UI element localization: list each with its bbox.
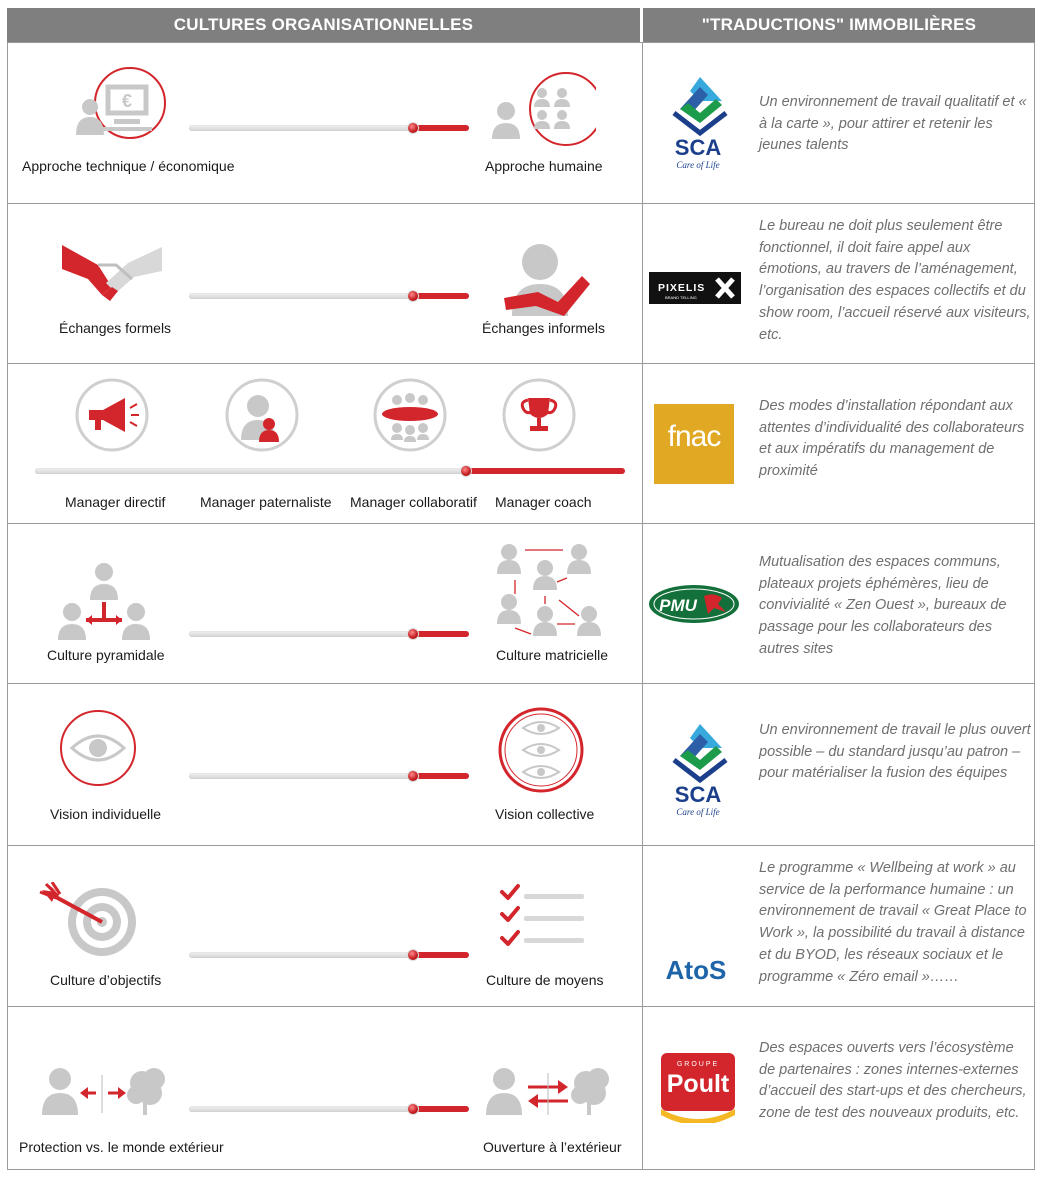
person-tree-exchange-icon	[482, 1065, 618, 1121]
manager-label: Manager directif	[65, 494, 166, 510]
culture-slider[interactable]	[189, 771, 469, 781]
row-description: Le bureau ne doit plus seulement être fonctionnel, il doit faire appel aux émotions, au travers de l’aménagement, l’organisation des espaces collectifs et du show room, l’accueil réservé aux visiteurs, etc.	[759, 218, 1031, 343]
table-row	[8, 683, 1034, 845]
manager-label: Manager paternaliste	[200, 494, 332, 510]
sca-logo	[660, 720, 740, 820]
left-label: Culture pyramidale	[47, 647, 165, 663]
table-row	[8, 43, 1034, 203]
left-label: Culture d’objectifs	[50, 972, 162, 988]
svg-text:Care of Life: Care of Life	[676, 807, 720, 817]
svg-text:GROUPE: GROUPE	[676, 1061, 720, 1068]
hierarchy-icon	[56, 560, 152, 644]
row-description: Des modes d’installation répondant aux attentes d’individualité des collaborateurs et aux impératifs du management de proximité	[759, 398, 1025, 480]
culture-slider[interactable]	[189, 629, 469, 639]
culture-slider[interactable]	[189, 950, 469, 960]
left-label: Protection vs. le monde extérieur	[19, 1139, 224, 1155]
svg-text:Care of Life: Care of Life	[676, 160, 720, 170]
hug-icon	[498, 240, 598, 320]
svg-text:€: €	[121, 91, 133, 111]
trophy-icon	[502, 378, 576, 452]
left-label: Échanges formels	[59, 320, 172, 336]
person-euro-icon	[70, 65, 170, 145]
table-row	[8, 845, 1034, 1006]
pixelis-logo	[649, 272, 741, 304]
right-label: Approche humaine	[485, 158, 603, 174]
row-description: Un environnement de travail le plus ouvert possible – du standard jusqu’au patron – pour matérialiser la fusion des équipes	[759, 722, 1031, 782]
poult-logo	[653, 1051, 743, 1123]
meeting-table-icon	[373, 378, 447, 452]
svg-text:Poult: Poult	[666, 1070, 730, 1098]
right-label: Échanges informels	[482, 320, 605, 336]
svg-text:SCA: SCA	[674, 782, 722, 807]
atos-logo	[654, 952, 738, 988]
culture-slider[interactable]	[189, 291, 469, 301]
right-label: Ouverture à l’extérieur	[483, 1139, 622, 1155]
comparison-table	[7, 42, 1035, 1170]
eye-icon	[58, 708, 138, 788]
right-label: Culture de moyens	[486, 972, 604, 988]
table-row	[8, 1006, 1034, 1171]
network-people-icon	[495, 540, 605, 640]
culture-slider[interactable]	[189, 1104, 469, 1114]
manager-label: Manager collaboratif	[350, 494, 477, 510]
svg-text:BRAND TELLING: BRAND TELLING	[665, 295, 697, 300]
father-child-icon	[225, 378, 299, 452]
svg-text:SCA: SCA	[674, 135, 722, 160]
manager-slider[interactable]	[35, 466, 625, 476]
header-cultures: CULTURES ORGANISATIONNELLES	[7, 8, 640, 42]
table-row	[8, 203, 1034, 363]
svg-text:fnac: fnac	[667, 420, 721, 453]
left-label: Vision individuelle	[50, 806, 162, 822]
handshake-icon	[58, 239, 168, 309]
right-label: Culture matricielle	[496, 647, 609, 663]
target-arrow-icon	[38, 882, 142, 958]
manager-label: Manager coach	[495, 494, 592, 510]
pmu-logo	[648, 584, 740, 624]
left-label: Approche technique / économique	[22, 158, 235, 174]
row-description: Un environnement de travail qualitatif et « à la carte », pour attirer et retenir les jeunes talents	[759, 94, 1027, 154]
three-eyes-icon	[497, 706, 585, 794]
header-traductions: "TRADUCTIONS" IMMOBILIÈRES	[643, 8, 1035, 42]
sca-logo	[660, 73, 740, 173]
group-people-icon	[486, 67, 596, 147]
svg-text:AtoS: AtoS	[665, 955, 727, 985]
checklist-icon	[498, 882, 588, 958]
table-row	[8, 523, 1034, 683]
megaphone-icon	[75, 378, 149, 452]
row-description: Mutualisation des espaces communs, plateaux projets éphémères, lieu de convivialité « Zen Ouest », bureaux de passage pour les collaborateurs des autres sites	[759, 554, 1007, 657]
right-label: Vision collective	[495, 806, 595, 822]
fnac-logo	[654, 404, 734, 484]
svg-text:PIXELIS: PIXELIS	[658, 282, 706, 294]
person-tree-blocked-icon	[38, 1065, 174, 1121]
row-description: Des espaces ouverts vers l’écosystème de partenaires : zones internes-externes d’accueil des start-ups et des chercheurs, zone de test des nouveaux produits, etc.	[759, 1040, 1027, 1122]
svg-text:PMU: PMU	[659, 596, 697, 615]
culture-slider[interactable]	[189, 123, 469, 133]
table-row	[8, 363, 1034, 523]
row-description: Le programme « Wellbeing at work » au service de la performance humaine : un environnement de travail « Great Place to Work », la possibilité du travail à distance et du BYOD, les réseaux sociaux et le programme « Zéro email »……	[759, 860, 1027, 985]
